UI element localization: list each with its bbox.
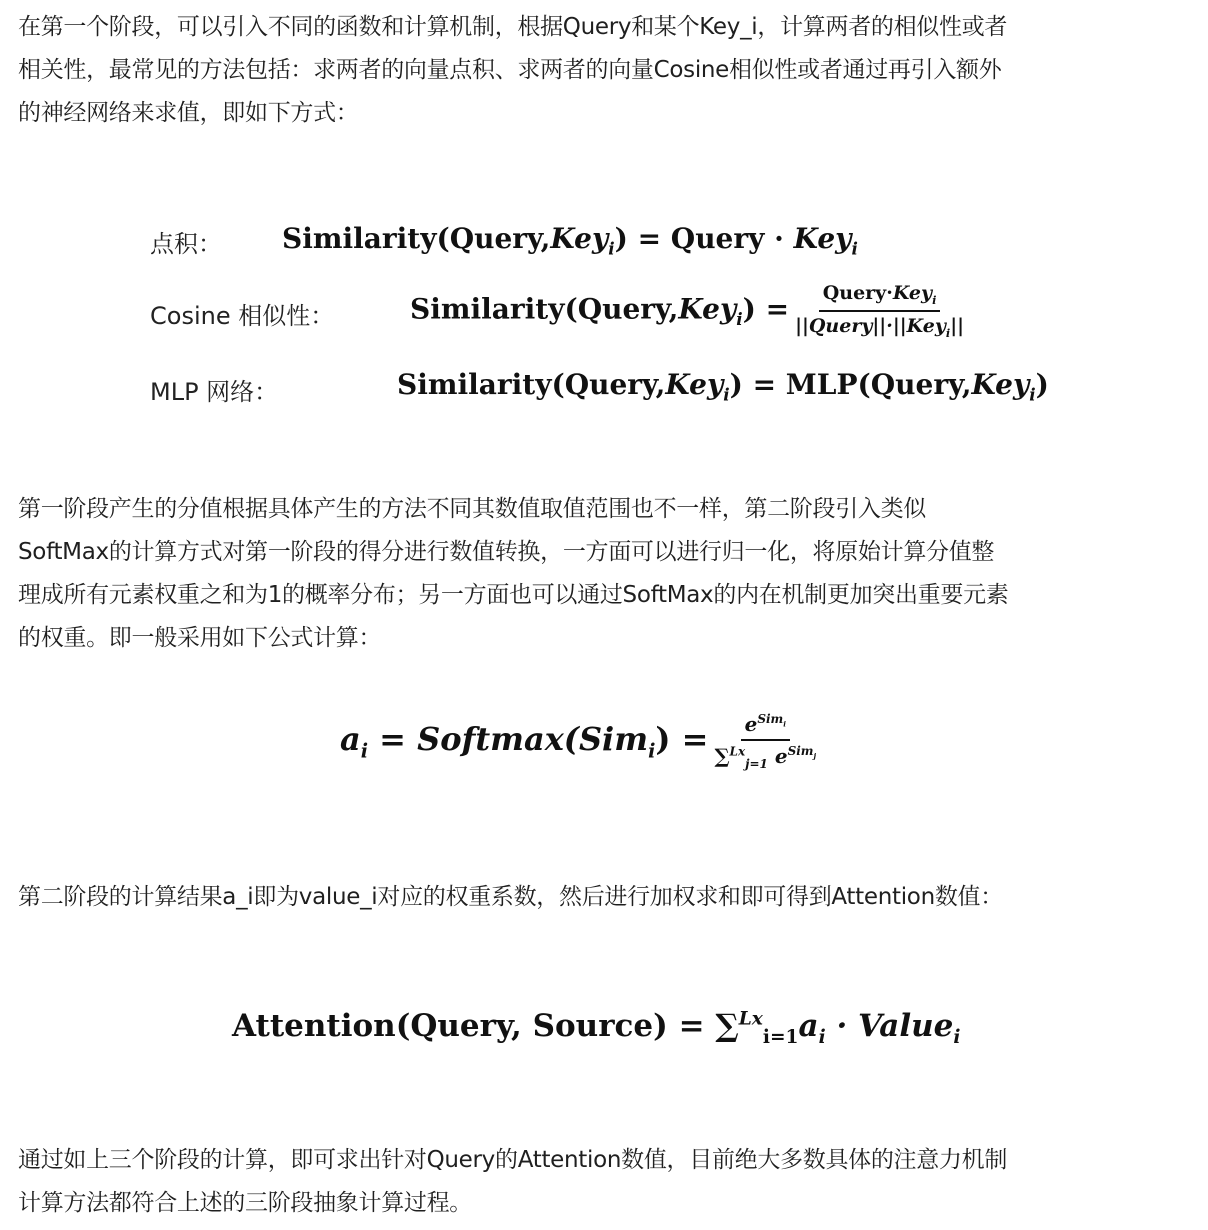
text-line: 计算方法都符合上述的三阶段抽象计算过程。: [18, 1190, 473, 1216]
cosine-formula: Similarity(Query,Key$_i$) = $\frac{Query\cdot Key_i}{||Query||\cdot||Key_i||}$: [410, 282, 965, 340]
text-line: 在第一个阶段，可以引入不同的函数和计算机制，根据Query和某个Key_i，计算两者的相似性或者: [18, 14, 1008, 40]
softmax-formula: $a_i$ = Softmax(Sim$_i$) = $\frac{e^{Sim_i}}{\sum^{Lx}_{j=1} e^{Sim_j}}$: [340, 712, 817, 771]
text-line: 相关性，最常见的方法包括：求两者的向量点积、求两者的向量Cosine相似性或者通过再引入额外: [18, 57, 1002, 83]
text-line: 的权重。即一般采用如下公式计算：: [18, 625, 382, 651]
text-line: 理成所有元素权重之和为1的概率分布；另一方面也可以通过SoftMax的内在机制更加突出重要元素: [18, 582, 1009, 608]
dot-product-formula: Similarity(Query,Key$_i$) = Query · Key$_i$: [282, 222, 858, 259]
paragraph-softmax: [18, 488, 1198, 660]
text-line: SoftMax的计算方式对第一阶段的得分进行数值转换，一方面可以进行归一化，将原始计算分值整: [18, 539, 995, 565]
cosine-label: Cosine 相似性：: [150, 302, 335, 330]
text-line: 的神经网络来求值，即如下方式：: [18, 100, 359, 126]
mlp-formula: Similarity(Query,Key$_i$) = MLP(Query,Key$_i$): [397, 368, 1049, 405]
text-line: 第二阶段的计算结果a_i即为value_i对应的权重系数，然后进行加权求和即可得到Attention数值：: [18, 884, 1003, 910]
text-line: 第一阶段产生的分值根据具体产生的方法不同其数值取值范围也不一样，第二阶段引入类似: [18, 496, 927, 522]
paragraph-conclusion: [18, 1139, 1198, 1225]
paragraph-intro: [18, 6, 1198, 135]
mlp-label: MLP 网络：: [150, 378, 279, 406]
text-line: 通过如上三个阶段的计算，即可求出针对Query的Attention数值，目前绝大多数具体的注意力机制: [18, 1147, 1008, 1173]
dot-product-label: 点积：: [150, 230, 222, 258]
paragraph-weighted-sum: [18, 876, 1198, 919]
attention-formula: Attention(Query, Source) = $\sum^{Lx}_{i=1}a_i$ · Value$_i$: [232, 1008, 961, 1049]
